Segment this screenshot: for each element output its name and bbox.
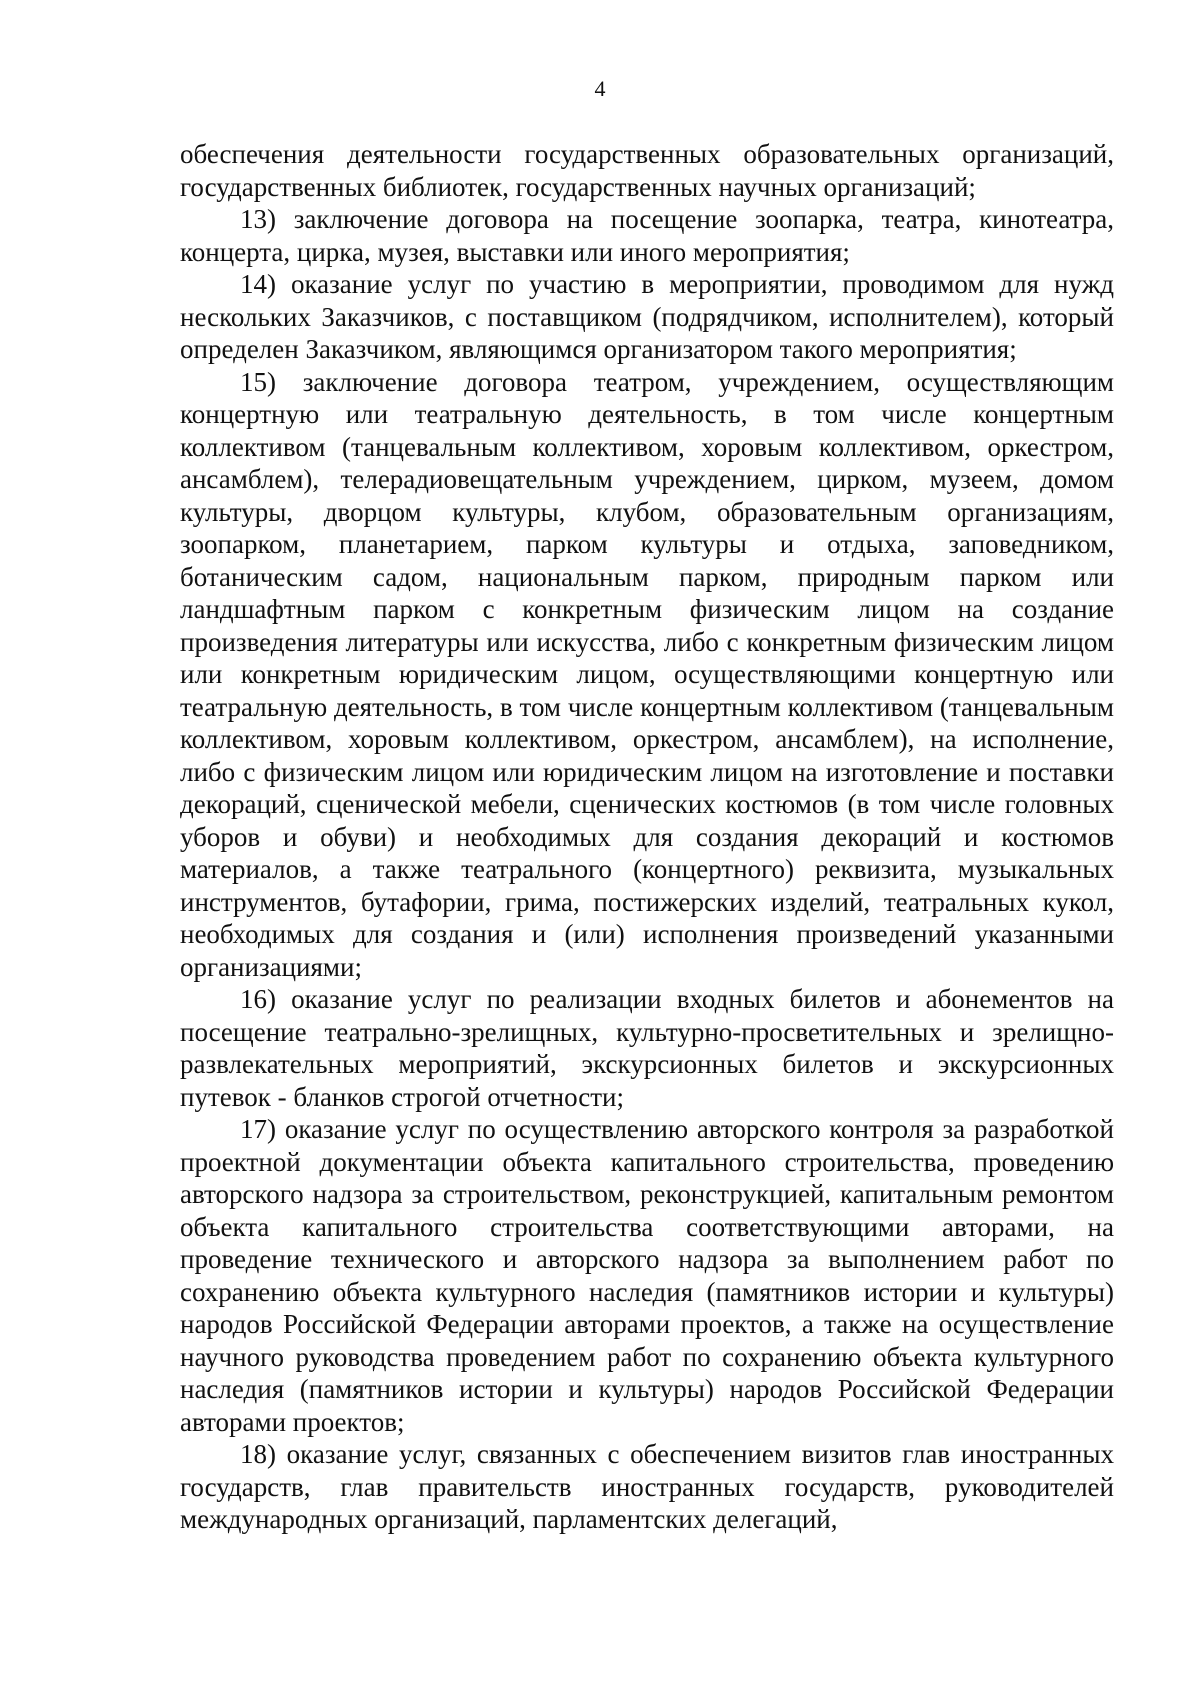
document-body: [180, 138, 1114, 1536]
paragraph-item-18: 18) оказание услуг, связанных с обеспечением визитов глав иностранных государств, глав правительств иностранных государств, руководителей международных организаций, парламентских делегаций,: [180, 1439, 1114, 1534]
paragraph-item-14: 14) оказание услуг по участию в мероприятии, проводимом для нужд нескольких Заказчиков, с поставщиком (подрядчиком, исполнителем), который определен Заказчиком, являющимся организатором такого мероприятия;: [180, 269, 1114, 364]
paragraph-item-16: 16) оказание услуг по реализации входных билетов и абонементов на посещение театрально-зрелищных, культурно-просветительных и зрелищно-развлекательных мероприятий, экскурсионных билетов и экскурсионных путевок - бланков строгой отчетности;: [180, 984, 1114, 1112]
paragraph-item-17: 17) оказание услуг по осуществлению авторского контроля за разработкой проектной документации объекта капитального строительства, проведению авторского надзора за строительством, реконструкцией, капитальным ремонтом объекта капитального строительства соответствующими авторами, на проведение технического и авторского надзора за выполнением работ по сохранению объекта культурного наследия (памятников истории и культуры) народов Российской Федерации авторами проектов, а также на осуществление научного руководства проведением работ по сохранению объекта культурного наследия (памятников истории и культуры) народов Российской Федерации авторами проектов;: [180, 1114, 1114, 1437]
paragraph-continuation: обеспечения деятельности государственных образовательных организаций, государственных библиотек, государственных научных организаций;: [180, 139, 1114, 202]
paragraph-item-13: 13) заключение договора на посещение зоопарка, театра, кинотеатра, концерта, цирка, музея, выставки или иного мероприятия;: [180, 204, 1114, 267]
paragraph-item-15: 15) заключение договора театром, учреждением, осуществляющим концертную или театральную деятельность, в том числе концертным коллективом (танцевальным коллективом, хоровым коллективом, оркестром, ансамблем), телерадиовещательным учреждением, цирком, музеем, домом культуры, дворцом культуры, клубом, образовательным организациям, зоопарком, планетарием, парком культуры и отдыха, заповедником, ботаническим садом, национальным парком, природным парком или ландшафтным парком с конкретным физическим лицом на создание произведения литературы или искусства, либо с конкретным физическим лицом или конкретным юридическим лицом, осуществляющими концертную или театральную деятельность, в том числе концертным коллективом (танцевальным коллективом, хоровым коллективом, оркестром, ансамблем), на исполнение, либо с физическим лицом или юридическим лицом на изготовление и поставки декораций, сценической мебели, сценических костюмов (в том числе головных уборов и обуви) и необходимых для создания декораций и костюмов материалов, а также театрального (концертного) реквизита, музыкальных инструментов, бутафории, грима, постижерских изделий, театральных кукол, необходимых для создания и (или) исполнения произведений указанными организациями;: [180, 366, 1114, 982]
page-number: 4: [594, 76, 606, 101]
